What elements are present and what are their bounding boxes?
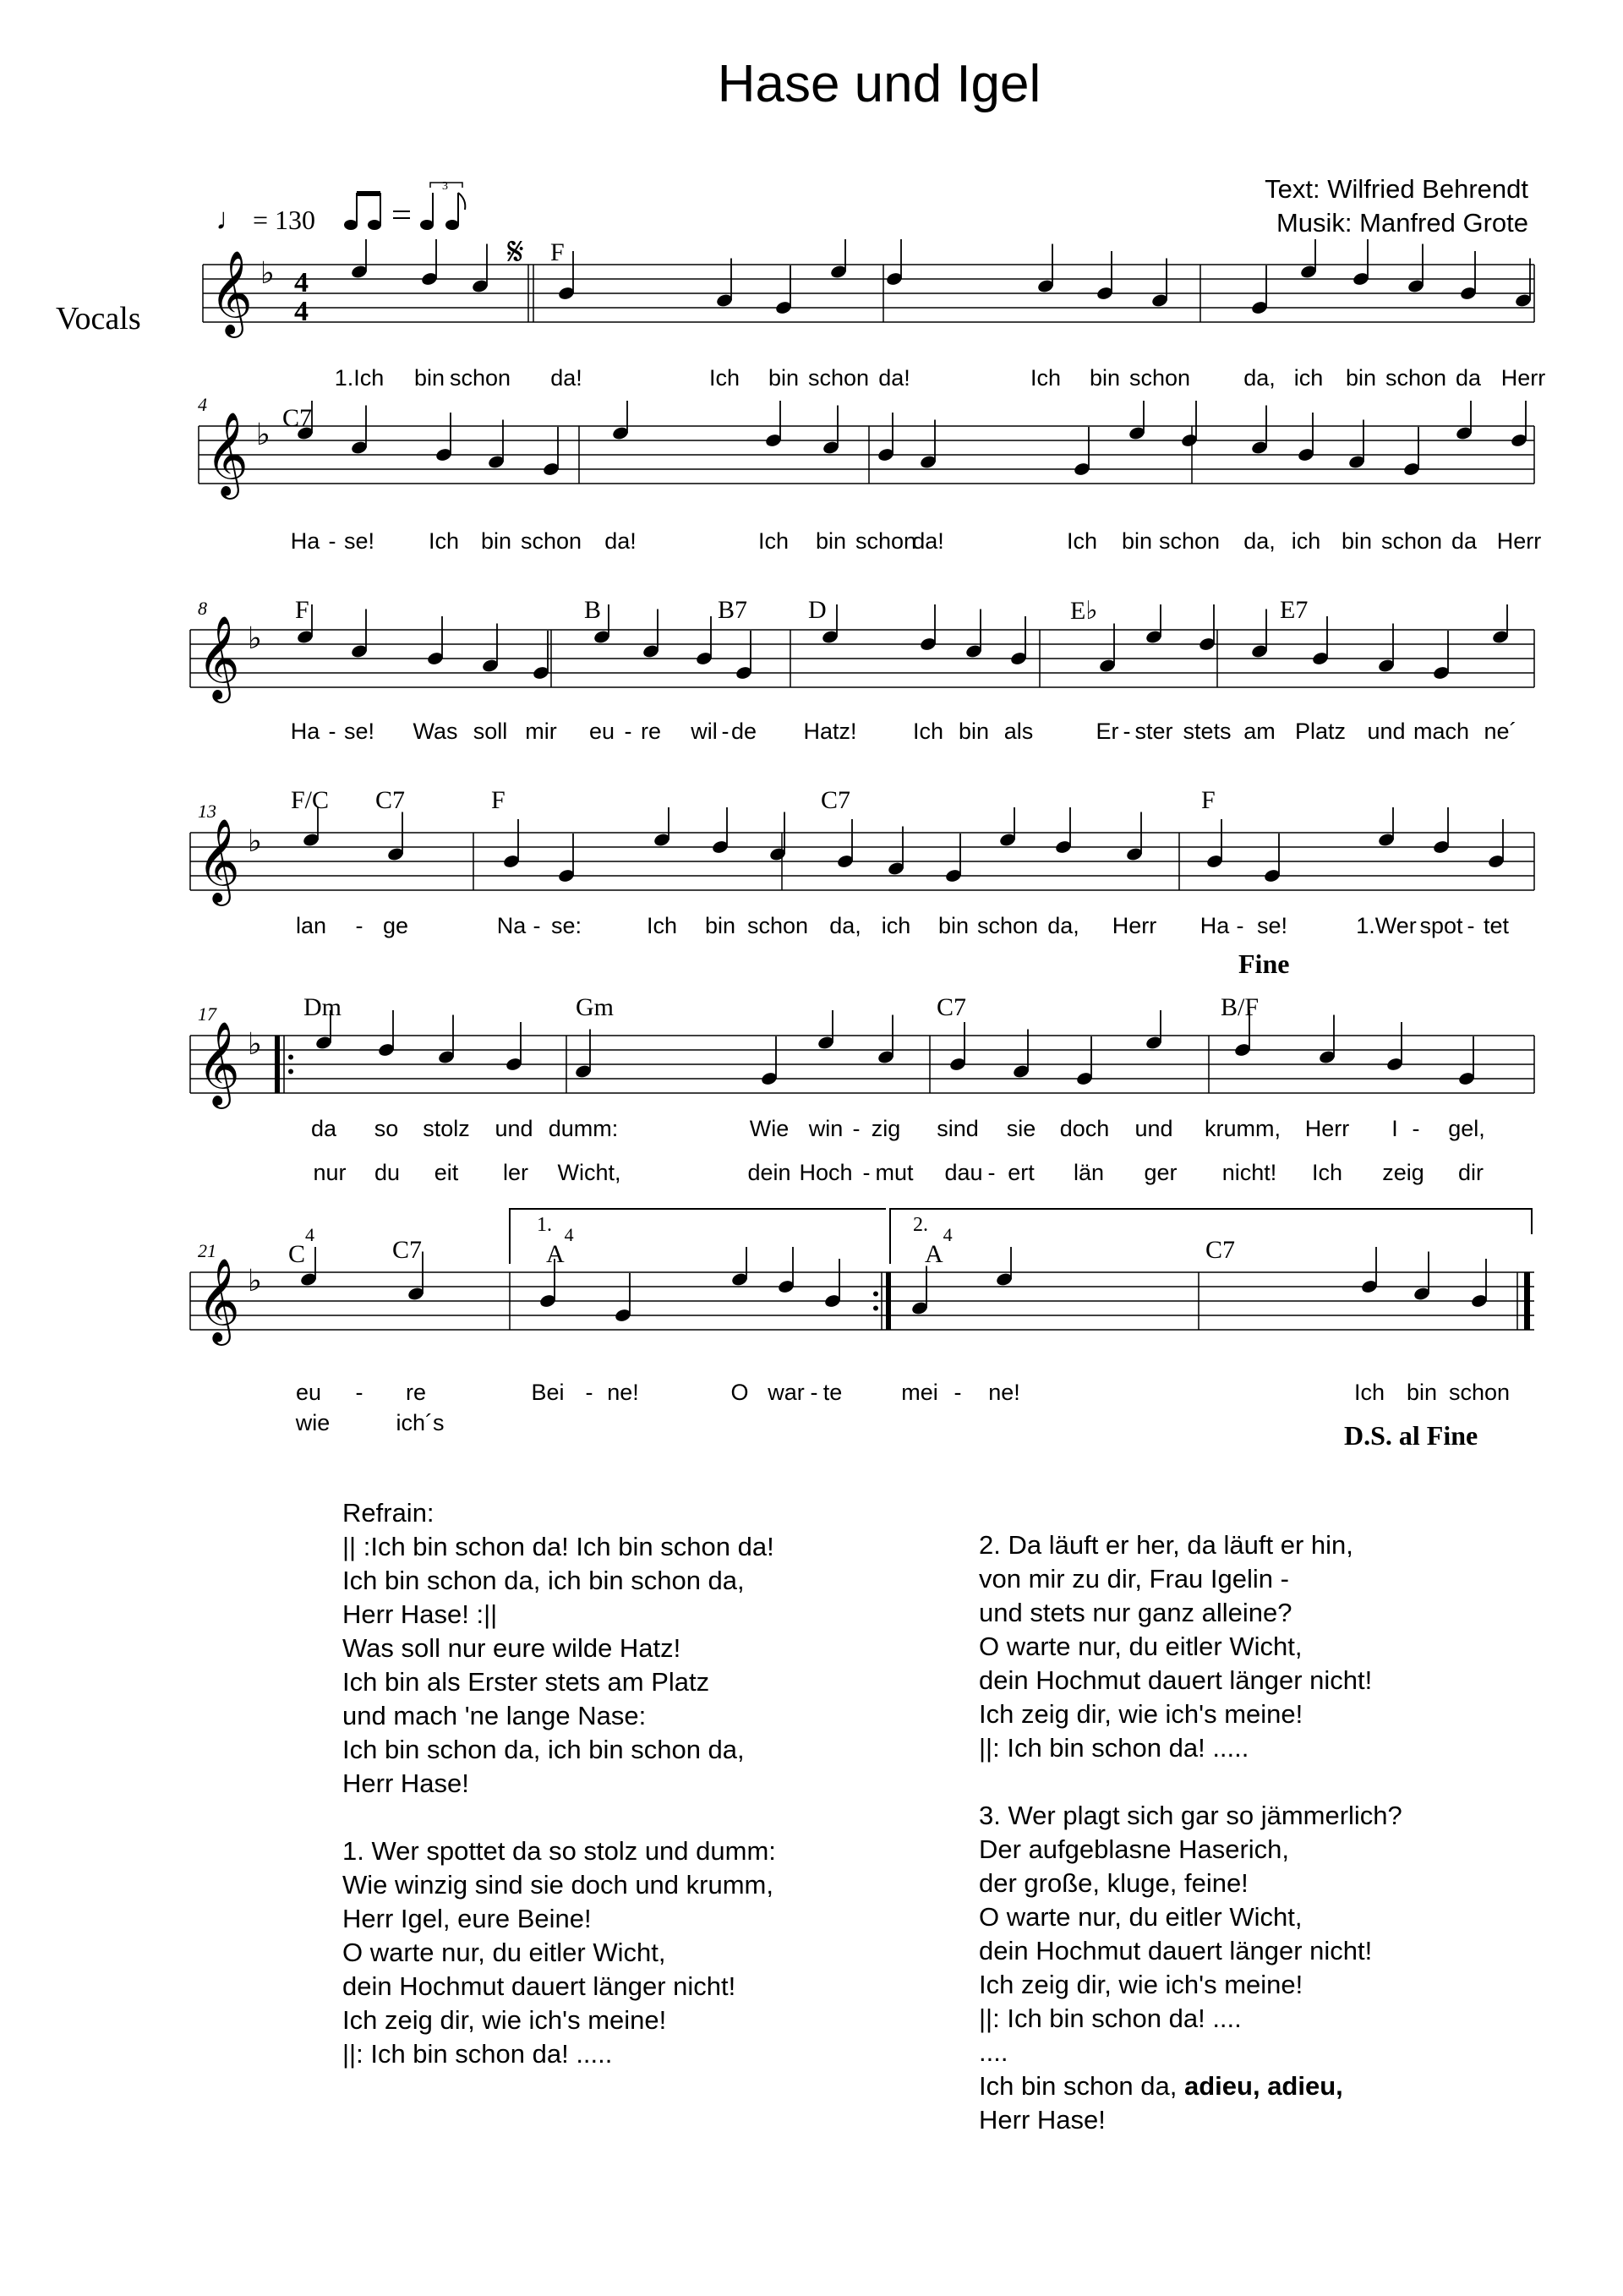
chord-symbol: E7 — [1280, 596, 1309, 624]
lyric-syllable: bin — [937, 913, 970, 938]
lyric-syllable: bin — [1406, 1380, 1438, 1405]
staff-2 — [0, 401, 1623, 502]
verse-column-right — [979, 1528, 1402, 2137]
key-signature-flat-icon: ♭ — [248, 824, 262, 859]
lyric-syllable: war — [768, 1380, 805, 1405]
lyric-syllable: bin — [1089, 365, 1121, 391]
lyric-syllable: soll — [473, 719, 508, 744]
lyric-syllable: Ich — [646, 913, 678, 938]
verse-line: Wie winzig sind sie doch und krumm, — [342, 1870, 773, 1900]
lyric-syllable: ger — [1144, 1160, 1178, 1185]
lyric-syllable: dau — [944, 1160, 983, 1185]
dal-segno-marking: D.S. al Fine — [1344, 1420, 1478, 1451]
lyric-syllable: schon — [746, 913, 809, 938]
lyric-syllable: mach — [1413, 719, 1470, 744]
verse-line: dein Hochmut dauert länger nicht! — [979, 1665, 1373, 1695]
lyric-syllable: ne! — [988, 1380, 1020, 1405]
treble-clef-icon: 𝄞 — [197, 615, 240, 700]
measure-number: 8 — [198, 598, 207, 619]
lyric-syllable: se! — [1256, 913, 1288, 938]
measure-number: 17 — [198, 1003, 216, 1025]
verse-line: Ich bin schon da, ich bin schon da, — [342, 1735, 745, 1764]
staff-5 — [0, 1010, 1623, 1112]
verse-line: O warte nur, du eitler Wicht, — [342, 1938, 666, 1967]
lyric-syllable: schon — [1448, 1380, 1511, 1405]
lyric-syllable: - — [1412, 1116, 1420, 1141]
composer-credit: Musik: Manfred Grote — [1276, 208, 1528, 238]
svg-text:4: 4 — [294, 296, 309, 327]
svg-text:3: 3 — [442, 180, 448, 193]
lyric-syllable: Platz — [1294, 719, 1347, 744]
instrument-label: Vocals — [56, 301, 141, 336]
lyric-syllable: krumm, — [1205, 1116, 1281, 1141]
verse-line: Herr Hase! — [979, 2105, 1106, 2135]
verse-line: Was soll nur eure wilde Hatz! — [342, 1633, 681, 1663]
lyric-syllable: Herr — [1496, 528, 1542, 554]
lyric-syllable: eu — [588, 719, 615, 744]
lyric-syllable: zeig — [1382, 1160, 1424, 1185]
lyric-syllable: - — [624, 719, 632, 744]
lyric-syllable: da — [1455, 365, 1482, 391]
lyric-syllable: Ha — [290, 719, 320, 744]
verse-line: Herr Hase! — [342, 1768, 469, 1798]
verse-line: .... — [979, 2037, 1008, 2067]
verse-line: O warte nur, du eitler Wicht, — [979, 1902, 1303, 1932]
lyric-syllable: schon — [807, 365, 870, 391]
lyric-syllable: - — [1123, 719, 1131, 744]
verse-line: von mir zu dir, Frau Igelin - — [979, 1564, 1289, 1594]
lyric-syllable: Na — [496, 913, 527, 938]
lyric-syllable: Herr — [1500, 365, 1546, 391]
lyric-syllable: und — [495, 1116, 533, 1141]
lyric-syllable: Ich — [1353, 1380, 1385, 1405]
lyric-syllable: zig — [871, 1116, 901, 1141]
lyric-syllable: Hatz! — [803, 719, 857, 744]
chord-symbol: E♭ — [1070, 597, 1098, 625]
lyric-syllable: da! — [912, 528, 944, 554]
lyric-syllable: schon — [449, 365, 511, 391]
lyric-syllable: Ich — [1030, 365, 1062, 391]
lyric-syllable: mir — [525, 719, 557, 744]
lyric-syllable: ler — [502, 1160, 529, 1185]
lyric-syllable: schon — [855, 528, 917, 554]
lyric-syllable: - — [585, 1380, 593, 1405]
lyric-syllable: da — [310, 1116, 337, 1141]
lyric-syllable: - — [1467, 913, 1475, 938]
lyric-syllable: - — [987, 1160, 996, 1185]
lyric-syllable: Ha — [290, 528, 320, 554]
volta-1-label: 1. — [537, 1214, 552, 1236]
key-signature-flat-icon: ♭ — [260, 256, 275, 291]
lyric-syllable: gel, — [1448, 1116, 1485, 1141]
lyric-syllable: bin — [815, 528, 847, 554]
verse-line: || :Ich bin schon da! Ich bin schon da! — [342, 1532, 774, 1561]
lyric-syllable: dir — [1457, 1160, 1484, 1185]
lyric-syllable: Wie — [749, 1116, 790, 1141]
measure-number: 4 — [198, 394, 207, 415]
lyric-syllable: re — [405, 1380, 427, 1405]
lyric-syllable: re — [640, 719, 662, 744]
verse-line — [342, 1801, 776, 1834]
chord-symbol: C7 — [1205, 1236, 1236, 1264]
lyric-syllable: se: — [550, 913, 582, 938]
tempo-marking — [216, 201, 315, 237]
volta-2-label: 2. — [913, 1214, 928, 1236]
chord-symbol: F/C — [291, 786, 330, 814]
lyric-syllable: ne! — [607, 1380, 639, 1405]
lyric-syllable: stolz — [423, 1116, 470, 1141]
swing-rhythm-icon — [342, 178, 486, 237]
lyric-syllable: - — [954, 1380, 962, 1405]
treble-clef-icon: 𝄞 — [197, 1021, 240, 1106]
lyric-syllable: bin — [1341, 528, 1373, 554]
lyric-syllable: Ich — [708, 365, 740, 391]
segno-icon: 𝄋 — [507, 228, 524, 274]
measure-number: 13 — [198, 801, 216, 822]
lyric-syllable: da! — [550, 365, 582, 391]
lyric-syllable: - — [533, 913, 541, 938]
lyric-syllable: da, — [829, 913, 861, 938]
lyric-syllable: eit — [434, 1160, 459, 1185]
lyric-syllable: so — [374, 1116, 399, 1141]
lyric-syllable: Herr — [1112, 913, 1157, 938]
verse-line: ||: Ich bin schon da! ..... — [342, 2039, 613, 2069]
lyric-syllable: bin — [958, 719, 990, 744]
verse-line — [979, 1765, 1402, 1799]
lyric-syllable: Er — [1096, 719, 1119, 744]
lyric-syllable: - — [862, 1160, 871, 1185]
lyric-syllable: 1.Ich — [334, 365, 385, 391]
chord-symbol: $A^4$ — [925, 1224, 953, 1268]
lyric-syllable: schon — [1158, 528, 1221, 554]
verse-line: Der aufgeblasne Haserich, — [979, 1834, 1290, 1864]
lyric-syllable: 1.Wer — [1356, 913, 1417, 938]
lyric-syllable: Ha — [1199, 913, 1230, 938]
lyric-syllable: Wicht, — [557, 1160, 621, 1185]
lyric-syllable: schon — [1380, 528, 1443, 554]
lyric-syllable: ich´s — [396, 1410, 445, 1435]
lyric-syllable: sind — [937, 1116, 979, 1141]
chord-symbol: C7 — [821, 786, 851, 814]
lyric-syllable: - — [328, 528, 336, 554]
chord-symbol: Gm — [576, 993, 614, 1021]
chord-symbol: Dm — [303, 993, 342, 1021]
chord-symbol: F — [491, 786, 505, 814]
lyric-syllable: schon — [1385, 365, 1447, 391]
verse-line: Ich bin als Erster stets am Platz — [342, 1667, 710, 1697]
measure-number: 21 — [198, 1240, 216, 1261]
verse-line: Ich zeig dir, wie ich's meine! — [979, 1970, 1303, 1999]
verse-line: Ich bin schon da, ich bin schon da, — [342, 1566, 745, 1595]
volta-brackets — [0, 1200, 1623, 1268]
page-title: Hase und Igel — [717, 55, 1041, 113]
lyric-syllable: und — [1367, 719, 1406, 744]
chord-symbol: C7 — [282, 404, 313, 432]
key-signature-flat-icon: ♭ — [248, 621, 262, 656]
verse-line: und stets nur ganz alleine? — [979, 1598, 1292, 1627]
chord-symbol: C7 — [392, 1236, 423, 1264]
lyric-syllable: - — [328, 719, 336, 744]
lyric-syllable: bin — [704, 913, 736, 938]
lyric-syllable: mei — [901, 1380, 938, 1405]
tempo-value: = 130 — [253, 205, 316, 235]
verse-line: Refrain: — [342, 1498, 434, 1528]
lyric-syllable: spot — [1419, 913, 1463, 938]
chord-symbol: $A^4$ — [546, 1224, 574, 1268]
lyric-syllable: da, — [1243, 365, 1276, 391]
chord-symbol: C7 — [937, 993, 967, 1021]
staff-4 — [0, 807, 1623, 909]
lyric-syllable: ert — [1008, 1160, 1035, 1185]
lyric-syllable: da! — [604, 528, 637, 554]
verse-line: Ich bin schon da, adieu, adieu, — [979, 2071, 1343, 2101]
lyric-syllable: doch — [1059, 1116, 1110, 1141]
lyric-syllable: län — [1073, 1160, 1105, 1185]
lyric-syllable: I — [1391, 1116, 1398, 1141]
lyric-syllable: dein — [747, 1160, 791, 1185]
lyric-syllable: ster — [1134, 719, 1173, 744]
lyric-syllable: - — [355, 913, 363, 938]
lyric-syllable: tet — [1483, 913, 1510, 938]
verse-line: und mach 'ne lange Nase: — [342, 1701, 647, 1730]
verse-line: ||: Ich bin schon da! .... — [979, 2004, 1242, 2033]
verse-line: ||: Ich bin schon da! ..... — [979, 1733, 1249, 1763]
lyric-syllable: schon — [520, 528, 582, 554]
lyric-syllable: te — [822, 1380, 843, 1405]
lyric-syllable: nicht! — [1221, 1160, 1277, 1185]
treble-clef-icon: 𝄞 — [197, 1258, 240, 1342]
lyric-syllable: wil — [691, 719, 718, 744]
lyric-syllable: sie — [1006, 1116, 1036, 1141]
lyric-syllable: lan — [295, 913, 327, 938]
lyric-syllable: Ich — [912, 719, 944, 744]
lyric-syllable: wie — [295, 1410, 331, 1435]
lyric-syllable: Was — [413, 719, 458, 744]
lyric-syllable: Ich — [1066, 528, 1098, 554]
verse-line: dein Hochmut dauert länger nicht! — [342, 1971, 736, 2001]
lyric-syllable: da, — [1243, 528, 1276, 554]
lyricist-credit: Text: Wilfried Behrendt — [1265, 174, 1528, 204]
lyric-syllable: O — [730, 1380, 749, 1405]
lyric-syllable: de — [730, 719, 757, 744]
lyric-syllable: schon — [976, 913, 1039, 938]
lyric-syllable: bin — [1345, 365, 1377, 391]
treble-clef-icon: 𝄞 — [210, 250, 253, 335]
lyric-syllable: nur — [313, 1160, 347, 1185]
chord-symbol: F — [295, 596, 309, 624]
time-signature-icon: 4 — [294, 267, 309, 298]
verse-line: 1. Wer spottet da so stolz und dumm: — [342, 1836, 776, 1866]
lyric-syllable: dumm: — [548, 1116, 619, 1141]
lyric-syllable: Herr — [1304, 1116, 1350, 1141]
lyric-syllable: bin — [768, 365, 800, 391]
key-signature-flat-icon: ♭ — [248, 1027, 262, 1062]
lyric-syllable: ich — [1291, 528, 1321, 554]
treble-clef-icon: 𝄞 — [197, 818, 240, 903]
lyric-syllable: ne´ — [1484, 719, 1517, 744]
chord-symbol: D — [808, 596, 827, 624]
lyric-syllable: mut — [875, 1160, 914, 1185]
lyric-syllable: Ich — [757, 528, 790, 554]
lyric-syllable: se! — [343, 528, 375, 554]
verse-line: Ich zeig dir, wie ich's meine! — [342, 2005, 667, 2035]
lyric-syllable: ich — [1293, 365, 1324, 391]
lyric-syllable: schon — [1128, 365, 1191, 391]
lyric-syllable: bin — [1121, 528, 1153, 554]
treble-clef-icon: 𝄞 — [205, 412, 249, 496]
lyric-syllable: stets — [1183, 719, 1232, 744]
chord-symbol: $C^4$ — [288, 1224, 315, 1268]
verse-line: dein Hochmut dauert länger nicht! — [979, 1936, 1373, 1965]
lyric-syllable: am — [1243, 719, 1276, 744]
lyric-syllable: bin — [413, 365, 445, 391]
lyric-syllable: se! — [343, 719, 375, 744]
chord-symbol: C7 — [375, 786, 406, 814]
verse-line: der große, kluge, feine! — [979, 1868, 1249, 1898]
verse-line: Herr Igel, eure Beine! — [342, 1904, 592, 1933]
lyric-syllable: Ich — [1311, 1160, 1343, 1185]
staff-1 — [0, 239, 1623, 341]
lyric-syllable: da! — [878, 365, 910, 391]
lyric-syllable: - — [355, 1380, 363, 1405]
lyric-syllable: eu — [295, 1380, 322, 1405]
chord-symbol: F — [550, 238, 565, 266]
verse-line: 2. Da läuft er her, da läuft er hin, — [979, 1530, 1353, 1560]
chord-symbol: B7 — [718, 596, 748, 624]
lyric-syllable: bin — [480, 528, 512, 554]
lyric-syllable: ich — [881, 913, 911, 938]
lyric-syllable: ge — [382, 913, 409, 938]
chord-symbol: B/F — [1221, 993, 1260, 1021]
quarter-note-icon: ♩ — [216, 202, 246, 236]
key-signature-flat-icon: ♭ — [248, 1264, 262, 1298]
lyric-syllable: als — [1003, 719, 1034, 744]
chord-symbol: B — [584, 596, 602, 624]
lyric-syllable: du — [374, 1160, 401, 1185]
key-signature-flat-icon: ♭ — [256, 418, 270, 452]
lyric-syllable: - — [852, 1116, 861, 1141]
lyric-syllable: Hoch — [799, 1160, 853, 1185]
lyric-syllable: Bei — [531, 1380, 565, 1405]
lyric-syllable: Ich — [428, 528, 460, 554]
verse-line: Ich zeig dir, wie ich's meine! — [979, 1699, 1303, 1729]
lyric-syllable: - — [721, 719, 730, 744]
verse-line: 3. Wer plagt sich gar so jämmerlich? — [979, 1801, 1402, 1830]
chord-symbol: F — [1201, 786, 1216, 814]
verse-line: O warte nur, du eitler Wicht, — [979, 1632, 1303, 1661]
lyric-syllable: - — [810, 1380, 818, 1405]
lyric-syllable: da, — [1047, 913, 1079, 938]
fine-marking: Fine — [1238, 948, 1290, 979]
lyric-syllable: und — [1134, 1116, 1173, 1141]
verse-column-left — [342, 1496, 776, 2071]
verse-line: Herr Hase! :|| — [342, 1599, 498, 1629]
lyric-syllable: win — [808, 1116, 844, 1141]
lyric-syllable: da — [1451, 528, 1478, 554]
lyric-syllable: - — [1236, 913, 1244, 938]
